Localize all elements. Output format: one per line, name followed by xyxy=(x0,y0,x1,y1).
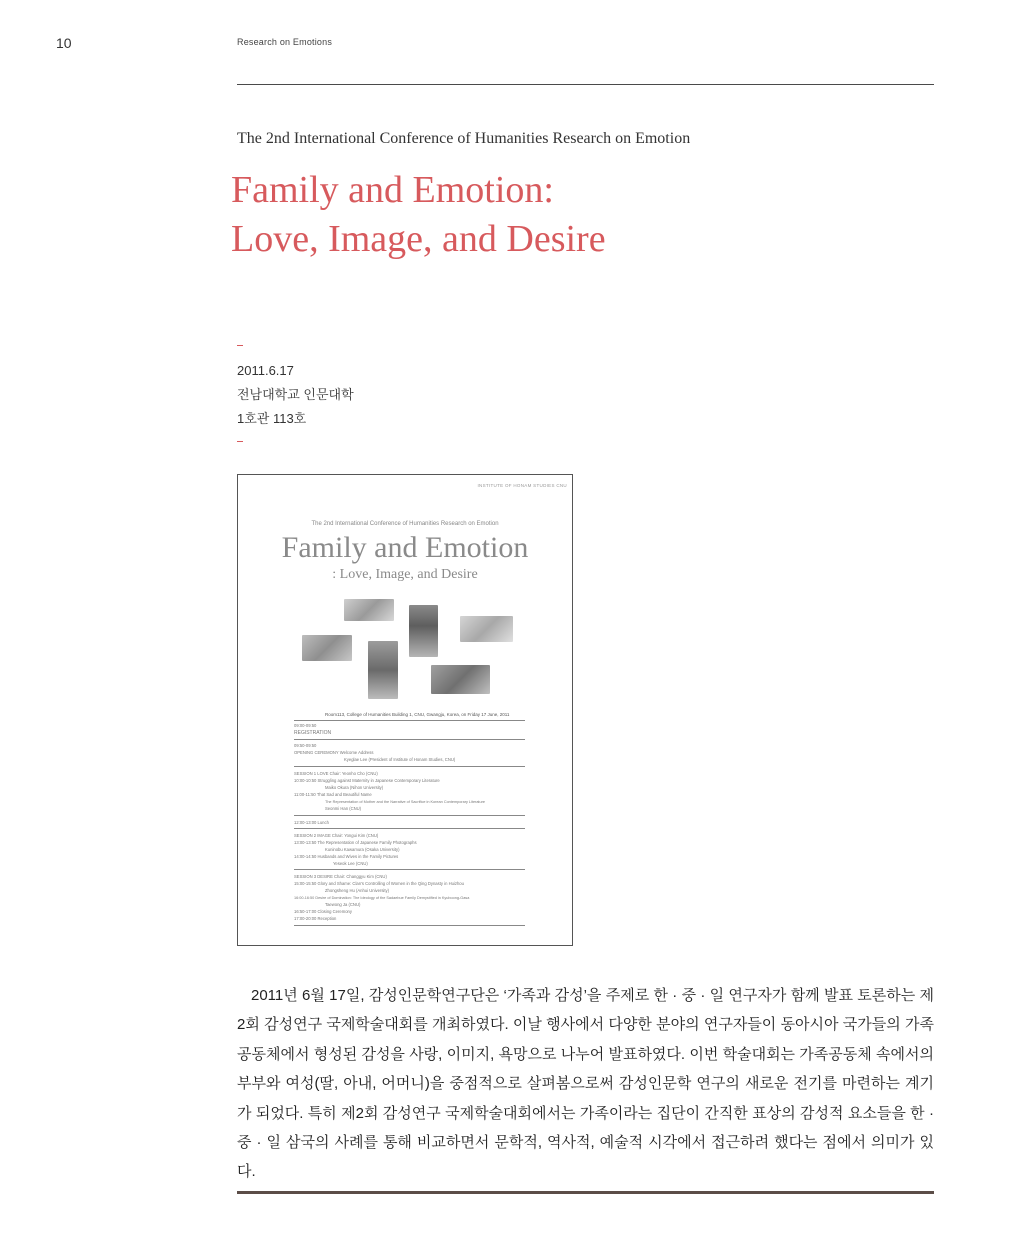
poster-program-line: 09:00-09:50 xyxy=(294,723,317,728)
poster-rule xyxy=(294,828,525,829)
poster-rule xyxy=(294,766,525,767)
conference-subtitle: The 2nd International Conference of Humanities Research on Emotion xyxy=(237,130,691,147)
body-paragraph: 2011년 6월 17일, 감성인문학연구단은 ‘가족과 감성’을 주제로 한 · 중 · 일 연구자가 함께 발표 토론하는 제2회 감성연구 국제학술대회를 개최하였다. 이날 행사에서 다양한 분야의 연구자들이 동아시아 국가들의 가족공동체에서 형성된 감성을 사랑, 이미지, 욕망으로 나누어 발표하였다. 이번 학술대회는 가족공동체 속에서의 부부와 여성(딸, 아내, 어머니)을 중점적으로 살펴봄으로써 감성인문학 연구의 새로운 전기를 마련하는 계기가 되었다. 특히 제2회 감성연구 국제학술대회에서는 가족이라는 집단이 간직한 표상의 감성적 요소들을 한 · 중 · 일 삼국의 사례를 통해 비교하면서 문학적, 역사적, 예술적 시각에서 접근하려 했다는 점에서 의미가 있다. xyxy=(237,987,934,1181)
event-info xyxy=(237,359,354,431)
poster-title: Family and Emotion xyxy=(281,531,529,564)
family-photo-1 xyxy=(344,599,394,621)
poster-program-line: Maiko Okura (Nihon University) xyxy=(325,785,384,790)
poster-program-line: 17:00-20:00 Reception xyxy=(294,916,337,921)
poster-program-line: REGISTRATION xyxy=(294,730,332,736)
running-header: Research on Emotions xyxy=(237,37,333,47)
poster-program-line: Taewong Ja (CNU) xyxy=(325,902,361,907)
poster-rule xyxy=(294,925,525,926)
poster-program-line: Seonmi Han (CNU) xyxy=(325,806,362,811)
article-title xyxy=(231,166,606,264)
poster-program-line: 16:50-17:00 Closing Ceremony xyxy=(294,909,352,914)
event-room: 1호관 113호 xyxy=(237,411,307,426)
family-photo-6 xyxy=(431,665,490,694)
poster-program-line: Kuninobu Kawamura (Osaka University) xyxy=(325,847,400,852)
poster-program-line: 15:00-15:50 Glory and Shame: Clan's Controlling of Women in the Qing Dynasty in Huizhou xyxy=(294,881,464,886)
family-photo-3 xyxy=(460,616,513,642)
poster-program-line: SESSION 1 LOVE Chair: Yeonho Cho (CNU) xyxy=(294,771,378,776)
poster-program-line: SESSION 3 DESIRE Chair: Changgyu Kim (CNU) xyxy=(294,874,387,879)
conference-poster xyxy=(237,474,573,946)
poster-rule xyxy=(294,739,525,740)
family-photo-2 xyxy=(409,605,438,657)
event-venue: 전남대학교 인문대학 xyxy=(237,387,354,402)
poster-program-line: OPENING CEREMONY Welcome Address xyxy=(294,750,374,755)
poster-rule xyxy=(294,720,525,721)
poster-program-line: 12:00-13:00 Lunch xyxy=(294,820,329,825)
poster-program-line: 13:00-13:50 The Representation of Japanese Family Photographs xyxy=(294,840,417,845)
poster-venue: Room113, College of Humanities Building 1, CNU, Gwangju, Korea, on Friday 17 June, 2011 xyxy=(325,712,510,717)
poster-program-line: 09:50-09:50 xyxy=(294,743,317,748)
page-number: 10 xyxy=(56,35,72,51)
poster-program-line: The Representation of Mother and the Narrative of Sacrifice in Korean Contemporary Literature xyxy=(325,800,485,804)
poster-program-line: SESSION 2 IMAGE Chair: Yongui Kim (CNU) xyxy=(294,833,379,838)
footer-rule xyxy=(237,1191,934,1194)
poster-subtitle: : Love, Image, and Desire xyxy=(332,567,478,582)
poster-rule xyxy=(294,815,525,816)
poster-program-line: Kyeglae Lee (President of Institute of Honam Studies, CNU) xyxy=(344,757,456,762)
event-date: 2011.6.17 xyxy=(237,363,294,378)
title-line-2: Love, Image, and Desire xyxy=(231,218,606,260)
poster-program-line: Zhongsheng Hu (Anhui University) xyxy=(325,888,390,893)
poster-program-line: 11:00-11:50 That Sad and Beautiful Name xyxy=(294,792,372,797)
family-photo-5 xyxy=(368,641,398,699)
poster-program-line: 16:00-16:50 Desire of Domination: The Ideology of the Sadaebue Family Demystified in Kyuboong-Gasa xyxy=(294,896,470,900)
poster-program-line: 10:00-10:50 Struggling against Maternity in Japanese Contemporary Literature xyxy=(294,778,440,783)
accent-dash-top xyxy=(237,345,243,346)
poster-conference: The 2nd International Conference of Humanities Research on Emotion xyxy=(311,521,499,527)
poster-program-line: Yeseok Lee (CNU) xyxy=(333,861,368,866)
poster-program-line: 14:00-14:50 Husbands and Wives in the Family Pictures xyxy=(294,854,399,859)
header-rule xyxy=(237,84,934,85)
title-line-1: Family and Emotion: xyxy=(231,169,554,211)
family-photo-4 xyxy=(302,635,352,661)
accent-dash-bottom xyxy=(237,441,243,442)
poster-rule xyxy=(294,869,525,870)
poster-institute: INSTITUTE OF HONAM STUDIES CNU xyxy=(477,483,567,488)
